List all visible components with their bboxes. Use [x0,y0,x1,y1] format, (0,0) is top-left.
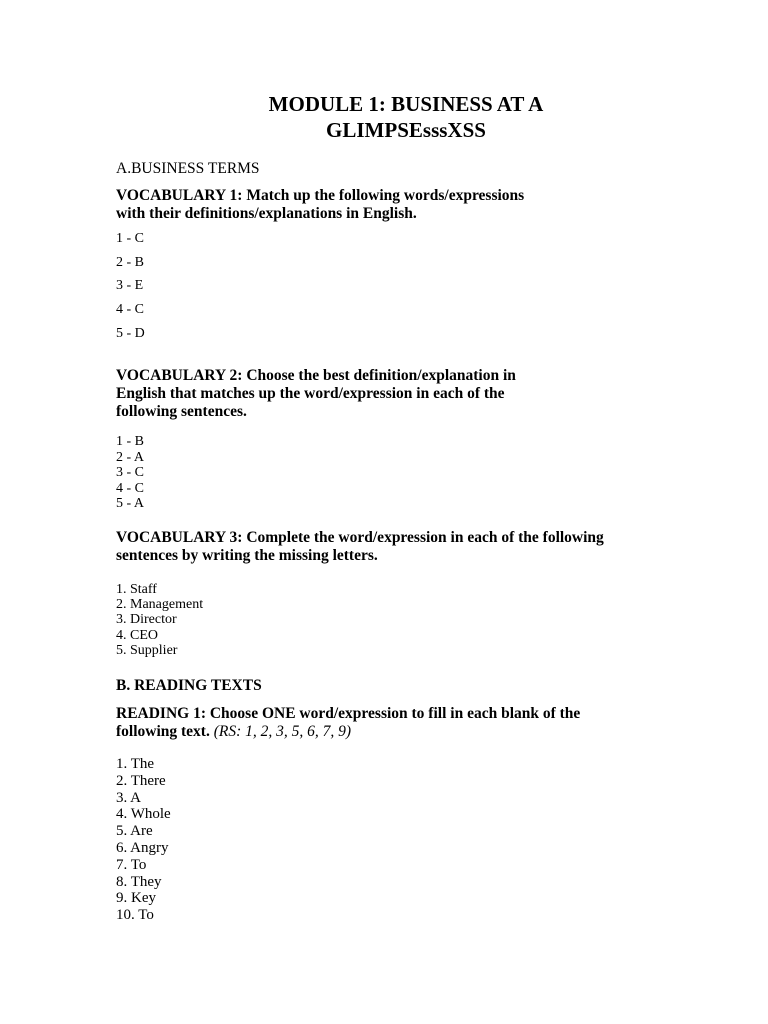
reading1-heading-line2-wrap [116,723,580,741]
list-item: 5. Supplier [116,642,178,658]
list-item: 4. Whole [116,806,171,823]
reading1-note: (RS: 1, 2, 3, 5, 6, 7, 9) [213,723,352,740]
page-title [200,91,612,143]
list-item: 7. To [116,856,147,873]
list-item: 5 - D [116,325,145,341]
list-item: 2. There [116,772,166,789]
vocab2-heading-line3: following sentences. [116,403,247,420]
reading1-heading [116,705,580,741]
title-line-2: GLIMPSEsssXSS [326,118,486,142]
list-item: 4 - C [116,480,144,496]
vocab2-answers [116,434,144,512]
list-item: 9. Key [116,890,156,907]
list-item: 1. The [116,756,155,772]
list-item: 5 - A [116,496,144,511]
list-item: 2 - B [116,254,144,270]
list-item: 8. They [116,873,162,890]
vocab1-heading-line2: with their definitions/explanations in English. [116,205,417,222]
list-item: 6. Angry [116,839,169,856]
list-item: 4. CEO [116,627,158,643]
vocab2-heading-line1: VOCABULARY 2: Choose the best definition/explanation in [116,367,516,384]
list-item: 1. Staff [116,582,157,597]
vocab1-heading-line1: VOCABULARY 1: Match up the following words/expressions [116,187,525,204]
section-a-heading: A.BUSINESS TERMS [116,160,260,177]
list-item: 3 - E [116,278,144,294]
list-item: 3. A [116,789,142,806]
reading1-answers [116,756,171,924]
list-item: 1 - B [116,434,144,449]
vocab2-heading-line2: English that matches up the word/expression in each of the [116,385,505,402]
vocab3-heading-line2: sentences by writing the missing letters. [116,547,378,564]
vocab3-heading [116,529,604,565]
list-item: 3. Director [116,612,177,628]
list-item: 3 - C [116,465,144,480]
vocab3-answers [116,582,203,658]
list-item: 1 - C [116,231,144,246]
vocab3-heading-line1: VOCABULARY 3: Complete the word/expression in each of the following [116,529,604,546]
vocab2-heading [116,367,516,421]
list-item: 5. Are [116,823,153,840]
reading1-heading-line2: following text. [116,723,210,740]
reading1-heading-line1: READING 1: Choose ONE word/expression to fill in each blank of the [116,705,581,722]
vocab1-heading [116,187,524,223]
list-item: 4 - C [116,302,144,318]
vocab1-answers [116,230,145,348]
section-b-heading: B. READING TEXTS [116,677,262,694]
title-line-1: MODULE 1: BUSINESS AT A [268,92,544,116]
list-item: 10. To [116,907,154,924]
list-item: 2. Management [116,597,204,613]
list-item: 2 - A [116,449,144,465]
